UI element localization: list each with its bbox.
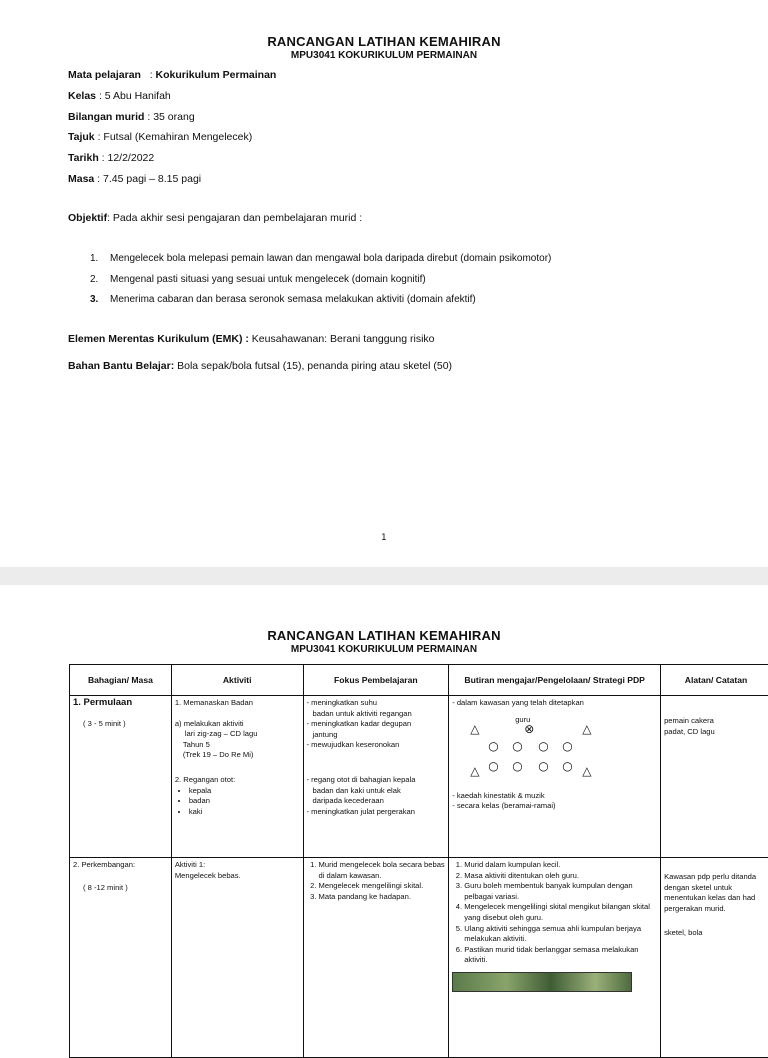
- student-circle-icon: ○: [488, 741, 498, 752]
- list-item: 3. Guru boleh membentuk banyak kumpulan dengan pelbagai variasi.: [464, 881, 657, 902]
- cell-bahagian: 1. Permulaan ( 3 - 5 minit ): [70, 696, 172, 858]
- cell-aktiviti: Aktiviti 1: Mengelecek bebas.: [171, 858, 303, 1058]
- student-circle-icon: ○: [512, 741, 522, 752]
- table-header-row: [70, 665, 768, 696]
- guru-label: guru: [515, 715, 530, 726]
- objective-item: 3. Menerima cabaran dan berasa seronok semasa melakukan aktiviti (domain afektif): [90, 294, 551, 315]
- student-circle-icon: ○: [488, 761, 498, 772]
- info-tajuk: Tajuk : Futsal (Kemahiran Mengelecek): [68, 131, 252, 143]
- triangle-cone-icon: △: [470, 724, 479, 735]
- student-circle-icon: ○: [538, 741, 548, 752]
- info-mata-pelajaran: Mata pelajaran : Kokurikulum Permainan: [68, 69, 276, 81]
- list-item: 6. Pastikan murid tidak berlanggar semasa melakukan aktiviti.: [464, 945, 657, 966]
- list-item: 1. Murid mengelecek bola secara bebas di dalam kawasan.: [319, 860, 446, 881]
- lesson-plan-table: [69, 664, 768, 1058]
- list-item: • kepala: [189, 786, 300, 797]
- table-row: [70, 858, 768, 1058]
- list-item: 3. Mata pandang ke hadapan.: [319, 892, 446, 903]
- list-item: 4. Mengelecek mengelilingi skital mengikut bilangan skital yang disebut oleh guru.: [464, 902, 657, 923]
- info-tarikh: Tarikh : 12/2/2022: [68, 152, 154, 164]
- objectives-list: [90, 253, 551, 315]
- bahan-bantu-line: Bahan Bantu Belajar: Bola sepak/bola futsal (15), penanda piring atau sketel (50): [68, 360, 452, 372]
- table-row: [70, 696, 768, 858]
- cell-fokus: [303, 858, 449, 1058]
- formation-diagram: [452, 709, 657, 791]
- header-fokus: Fokus Pembelajaran: [303, 665, 449, 696]
- student-circle-icon: ○: [562, 741, 572, 752]
- objektif-heading: Objektif: Pada akhir sesi pengajaran dan pembelajaran murid :: [68, 212, 362, 224]
- list-item: 2. Masa aktiviti ditentukan oleh guru.: [464, 871, 657, 882]
- triangle-cone-icon: △: [582, 766, 591, 777]
- page-number: 1: [381, 533, 386, 543]
- triangle-cone-icon: △: [470, 766, 479, 777]
- info-masa: Masa : 7.45 pagi – 8.15 pagi: [68, 173, 201, 185]
- objective-item: 2. Mengenal pasti situasi yang sesuai untuk mengelecek (domain kognitif): [90, 274, 551, 295]
- cell-alatan: pemain cakera padat, CD lagu: [661, 696, 768, 858]
- cell-aktiviti: 1. Memanaskan Badan a) melakukan aktiviti lari zig-zag – CD lagu Tahun 5 (Trek 19 – Do Re Mi) 2. Regangan otot: • kepala • badan • kaki: [171, 696, 303, 858]
- student-circle-icon: ○: [512, 761, 522, 772]
- triangle-cone-icon: △: [582, 724, 591, 735]
- list-item: • badan: [189, 796, 300, 807]
- cell-butiran: - dalam kawasan yang telah ditetapkan guru △ ⊗ △ ○ ○ ○ ○ ○ ○ ○ ○ △ △ - kaedah kinestatik & muzik - secara kelas (beramai-ramai): [449, 696, 661, 858]
- cell-fokus: - meningkatkan suhu badan untuk aktiviti regangan - meningkatkan kadar degupan jantung - mewujudkan keseronokan - regang otot di bahagian kepala badan dan kaki untuk elak daripada kecederaan - meningkatkan julat pergerakan: [303, 696, 449, 858]
- list-item: 1. Murid dalam kumpulan kecil.: [464, 860, 657, 871]
- teacher-marker-icon: ⊗: [524, 724, 534, 735]
- page-subtitle: MPU3041 KOKURIKULUM PERMAINAN: [0, 50, 768, 61]
- emk-line: Elemen Merentas Kurikulum (EMK) : Keusahawanan: Berani tanggung risiko: [68, 333, 435, 345]
- list-item: 5. Ulang aktiviti sehingga semua ahli kumpulan berjaya melakukan aktiviti.: [464, 924, 657, 945]
- student-circle-icon: ○: [538, 761, 548, 772]
- page-subtitle: MPU3041 KOKURIKULUM PERMAINAN: [0, 644, 768, 655]
- page-gap: [0, 567, 768, 585]
- header-alatan: Alatan/ Catatan: [661, 665, 768, 696]
- activity-photo: [452, 972, 632, 992]
- header-bahagian: Bahagian/ Masa: [70, 665, 172, 696]
- cell-alatan: Kawasan pdp perlu ditanda dengan sketel untuk menentukan kelas dan had pergerakan murid. sketel, bola: [661, 858, 768, 1058]
- header-aktiviti: Aktiviti: [171, 665, 303, 696]
- list-item: • kaki: [189, 807, 300, 818]
- info-kelas: Kelas : 5 Abu Hanifah: [68, 90, 171, 102]
- info-bilangan-murid: Bilangan murid : 35 orang: [68, 111, 195, 123]
- document-page-2: [0, 585, 768, 1024]
- cell-butiran: [449, 858, 661, 1058]
- objective-item: 1. Mengelecek bola melepasi pemain lawan dan mengawal bola daripada direbut (domain psikomotor): [90, 253, 551, 274]
- page-title: RANCANGAN LATIHAN KEMAHIRAN: [0, 628, 768, 643]
- cell-bahagian: 2. Perkembangan: ( 8 -12 minit ): [70, 858, 172, 1058]
- page-title: RANCANGAN LATIHAN KEMAHIRAN: [0, 34, 768, 49]
- header-butiran: Butiran mengajar/Pengelolaan/ Strategi PDP: [449, 665, 661, 696]
- student-circle-icon: ○: [562, 761, 572, 772]
- list-item: 2. Mengelecek mengelilingi skital.: [319, 881, 446, 892]
